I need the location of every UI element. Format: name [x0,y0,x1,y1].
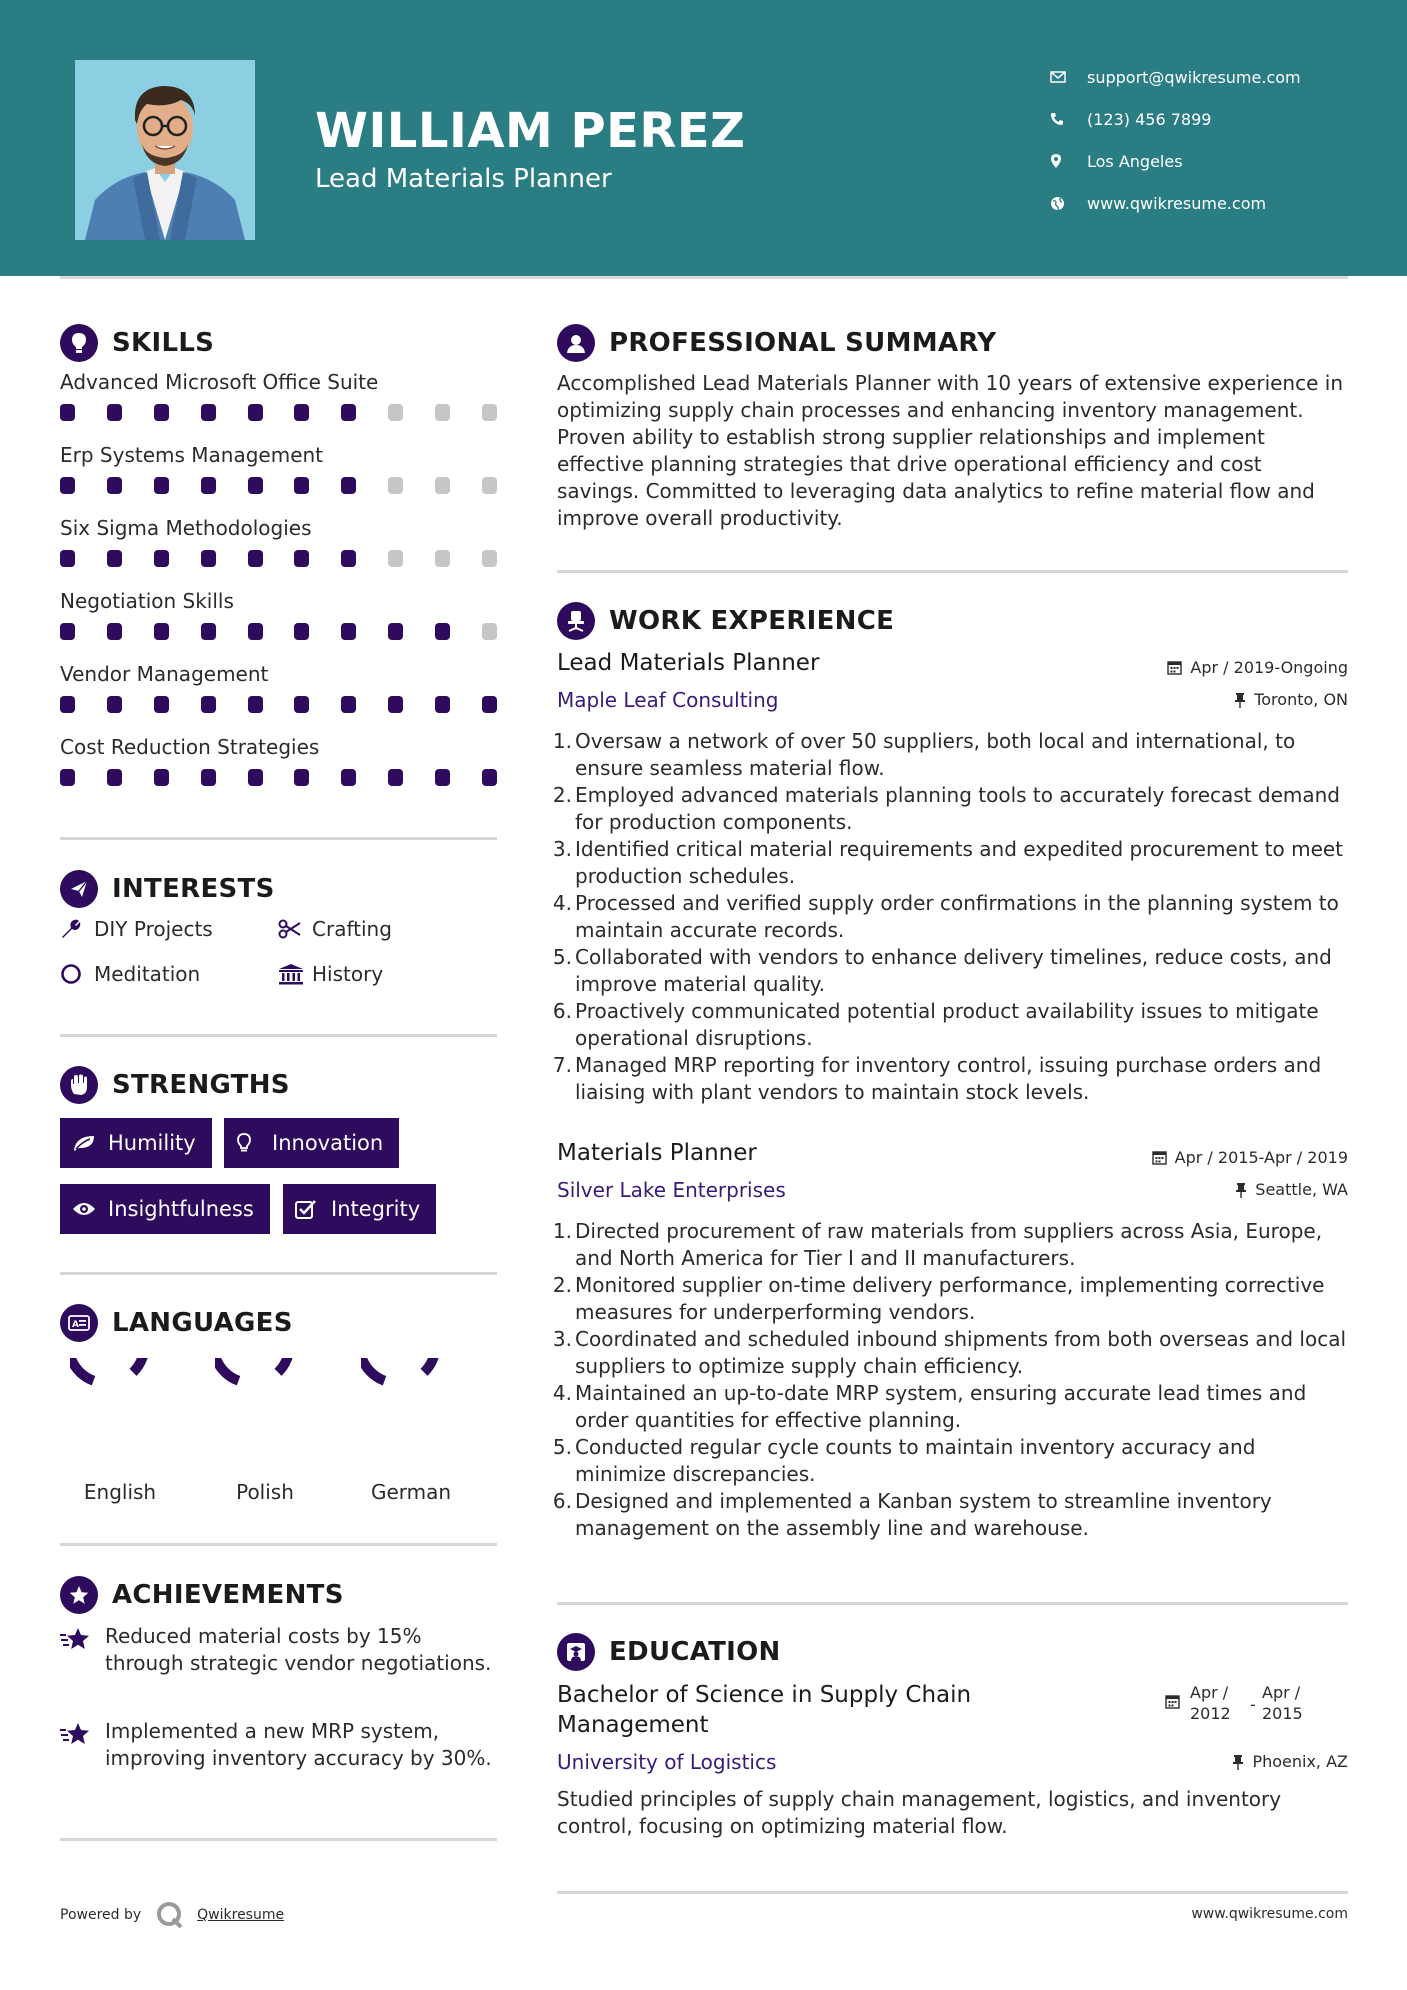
section-divider [60,1272,497,1275]
section-divider [557,570,1348,573]
strength-chip [283,1184,436,1234]
bullet-text: Employed advanced materials planning tools to accurately forecast demand for production components. [575,783,1340,834]
strength-chip [60,1184,270,1234]
education-start [1190,1682,1250,1724]
language-card-icon [60,1304,98,1342]
interest-label: Meditation [94,962,201,986]
skill-rating [60,550,497,567]
education-location-text: Phoenix, AZ [1252,1752,1348,1771]
summary-heading [557,324,996,362]
skill-dot-filled [201,623,216,640]
skill-dot-filled [60,550,75,567]
job-dates-text: Apr / 2019-Ongoing [1190,658,1348,677]
job-bullet [550,998,1350,1052]
pushpin-icon [1235,1182,1247,1198]
bullet-number: 3. [552,837,572,861]
skill-dot-filled [248,550,263,567]
skill-dot-filled [107,550,122,567]
skill-item [60,662,500,713]
scissors-icon [278,919,312,939]
education-date-separator: - [1250,1695,1256,1714]
calendar-icon [1152,1150,1167,1165]
education-description: Studied principles of supply chain management, logistics, and inventory control, focusing on optimizing material flow. [557,1787,1282,1838]
job-bullet [550,836,1350,890]
skill-dot-filled [294,696,309,713]
section-divider [557,1891,1348,1894]
section-divider [60,1838,497,1841]
interest-item [278,917,392,941]
svg-text:A: A [72,1320,79,1330]
job-bullets [550,1218,1350,1542]
job-bullet [550,890,1350,944]
bullet-number: 4. [552,1381,572,1405]
skill-dot-filled [107,477,122,494]
job-bullet [550,944,1350,998]
experience-title: WORK EXPERIENCE [609,606,895,636]
hand-icon [60,1066,98,1104]
calendar-icon [1167,660,1182,675]
section-divider [60,1543,497,1546]
skill-dot-empty [435,477,450,494]
eye-icon [72,1201,108,1217]
strength-label: Innovation [272,1131,384,1155]
strength-label: Insightfulness [108,1197,254,1221]
header-divider [60,276,1348,279]
interest-item [278,962,383,986]
skill-dot-filled [201,769,216,786]
bullet-number: 4. [552,891,572,915]
bullet-text: Collaborated with vendors to enhance delivery timelines, reduce costs, and improve material quality. [575,945,1332,996]
skills-heading [60,324,214,362]
job-bullet [550,1434,1350,1488]
skill-rating [60,769,497,786]
skill-dot-filled [435,696,450,713]
interest-item [60,917,213,941]
user-icon [557,324,595,362]
skill-rating [60,477,497,494]
lightbulb-icon [236,1133,272,1153]
skill-dot-filled [341,769,356,786]
bullet-text: Maintained an up-to-date MRP system, ensuring accurate lead times and order quantities for effective planning. [575,1381,1307,1432]
achievements-title: ACHIEVEMENTS [112,1580,344,1610]
skill-item [60,370,500,421]
candidate-title: Lead Materials Planner [315,164,612,194]
job-bullet [550,1326,1350,1380]
skill-dot-filled [248,696,263,713]
skill-dot-filled [388,623,403,640]
education-end [1262,1682,1322,1724]
bullet-number: 3. [552,1327,572,1351]
skill-dot-filled [294,623,309,640]
pushpin-icon [1234,692,1246,708]
language-proficiency-arc [215,1358,290,1381]
language-ring [215,1358,315,1458]
skill-dot-filled [435,769,450,786]
star-icon [60,1623,105,1677]
skill-item [60,735,500,786]
job-location [1234,690,1348,709]
qwikresume-logo-icon [155,1900,185,1930]
skill-dot-filled [60,477,75,494]
section-divider [557,1602,1348,1605]
language-proficiency-arc [70,1358,145,1381]
skill-dot-filled [107,623,122,640]
office-chair-icon [557,602,595,640]
job-bullet [550,1218,1350,1272]
skill-dot-empty [482,477,497,494]
job-location-text: Toronto, ON [1254,690,1348,709]
contact-list [1050,56,1380,224]
skill-dot-filled [154,769,169,786]
education-location [1232,1752,1348,1771]
lightbulb-icon [60,324,98,362]
footer-url[interactable]: www.qwikresume.com [1191,1906,1348,1922]
achievement-item [60,1718,500,1772]
skill-dot-filled [341,696,356,713]
job-bullet [550,1380,1350,1434]
education-start-year: 2012 [1190,1704,1231,1723]
skill-dot-filled [60,404,75,421]
skill-dot-empty [388,477,403,494]
bullet-number: 5. [552,1435,572,1459]
bullet-text: Managed MRP reporting for inventory control, issuing purchase orders and liaising with plant vendors to maintain stock levels. [575,1053,1322,1104]
language-ring [70,1358,170,1458]
contact-email[interactable] [1050,56,1380,98]
skill-name: Erp Systems Management [60,443,324,467]
education-start-month: Apr / [1190,1683,1229,1702]
achievement-text: Reduced material costs by 15% through strategic vendor negotiations. [105,1624,492,1675]
bullet-text: Coordinated and scheduled inbound shipments from both overseas and local suppliers to optimize supply chain efficiency. [575,1327,1347,1378]
wrench-icon [60,918,94,940]
education-dates [1165,1682,1322,1724]
skill-dot-filled [201,696,216,713]
summary-text: Accomplished Lead Materials Planner with 10 years of extensive experience in optimizing supply chain processes and enhancing inventory management. Proven ability to establish strong supplier relationships and implement effective planning strategies that drive operational efficiency and cost savings. Committed to leveraging data analytics to refine material flow and improve overall productivity. [557,371,1343,530]
skill-dot-filled [341,550,356,567]
map-pin-icon [1050,153,1087,169]
skill-rating [60,696,497,713]
bullet-number: 7. [552,1053,572,1077]
strength-label: Humility [108,1131,196,1155]
achievement-item [60,1623,500,1677]
globe-icon [1050,196,1087,211]
bullet-number: 1. [552,1219,572,1243]
star-badge-icon [60,1576,98,1614]
education-end-year: 2015 [1262,1704,1303,1723]
calendar-icon [1165,1682,1180,1724]
skill-dot-filled [154,550,169,567]
bullet-text: Oversaw a network of over 50 suppliers, both local and international, to ensure seamless material flow. [575,729,1296,780]
skill-dot-filled [482,769,497,786]
strength-label: Integrity [331,1197,421,1221]
leaf-icon [72,1134,108,1152]
pushpin-icon [1232,1754,1244,1770]
interest-item [60,962,200,986]
paper-plane-icon [60,870,98,908]
circle-icon [60,963,94,985]
school-name: University of Logistics [557,1750,777,1774]
phone-icon [1050,112,1087,126]
contact-phone[interactable] [1050,98,1380,140]
skill-name: Vendor Management [60,662,269,686]
bullet-number: 6. [552,1489,572,1513]
skill-dot-filled [294,404,309,421]
resume-header [0,0,1407,276]
skill-dot-filled [107,404,122,421]
job-bullet [550,728,1350,782]
bullet-text: Processed and verified supply order confirmations in the planning system to maintain accurate records. [575,891,1339,942]
skill-dot-filled [201,477,216,494]
skill-dot-filled [341,623,356,640]
bullet-text: Conducted regular cycle counts to maintain inventory accuracy and minimize discrepancies. [575,1435,1256,1486]
language-name: German [370,1480,452,1504]
job-dates-text: Apr / 2015-Apr / 2019 [1174,1148,1348,1167]
languages-heading [60,1304,293,1342]
bullet-text: Proactively communicated potential product availability issues to mitigate operational disruptions. [575,999,1319,1050]
qwikresume-link[interactable]: Qwikresume [197,1907,285,1923]
skill-dot-filled [248,404,263,421]
skill-rating [60,404,497,421]
skill-dot-filled [154,404,169,421]
skill-dot-empty [435,550,450,567]
summary-title: PROFESSIONAL SUMMARY [609,328,997,358]
bullet-number: 2. [552,1273,572,1297]
skill-dot-filled [154,623,169,640]
skill-dot-filled [248,623,263,640]
skill-dot-filled [107,696,122,713]
skill-name: Advanced Microsoft Office Suite [60,370,379,394]
bullet-text: Designed and implemented a Kanban system to streamline inventory management on the assembly line and warehouse. [575,1489,1272,1540]
job-bullet [550,1272,1350,1326]
skill-dot-filled [201,550,216,567]
languages-title: LANGUAGES [112,1308,293,1338]
language-name: English [83,1480,157,1504]
skill-dot-filled [341,404,356,421]
skill-item [60,443,500,494]
bullet-number: 2. [552,783,572,807]
contact-location-text: Los Angeles [1087,151,1183,171]
bullet-text: Identified critical material requirements and expedited procurement to meet production schedules. [575,837,1344,888]
skill-dot-empty [435,404,450,421]
section-divider [60,1034,497,1037]
skill-dot-filled [60,623,75,640]
museum-icon [278,963,312,985]
degree-name: Bachelor of Science in Supply Chain Management [557,1682,972,1738]
profile-photo [75,60,255,240]
bullet-number: 5. [552,945,572,969]
skill-dot-filled [388,696,403,713]
language-item [55,1358,185,1504]
star-icon [60,1718,105,1772]
job-title: Materials Planner [557,1140,757,1166]
bullet-number: 6. [552,999,572,1023]
graduate-icon [557,1633,595,1671]
job-bullet [550,1052,1350,1106]
skill-dot-filled [482,696,497,713]
skill-dot-empty [482,623,497,640]
language-proficiency-arc [361,1358,436,1381]
job-dates [1167,658,1348,677]
company-name: Maple Leaf Consulting [557,688,779,712]
skill-dot-filled [107,769,122,786]
skills-title: SKILLS [112,328,215,358]
skill-dot-filled [294,769,309,786]
skill-dot-filled [294,550,309,567]
skill-dot-filled [60,769,75,786]
contact-email-text: support@qwikresume.com [1087,67,1301,87]
bullet-text: Directed procurement of raw materials from suppliers across Asia, Europe, and North America for Tier I and II manufacturers. [575,1219,1323,1270]
strengths-title: STRENGTHS [112,1070,290,1100]
skill-dot-empty [482,404,497,421]
contact-website[interactable] [1050,182,1380,224]
skill-dot-filled [201,404,216,421]
bullet-text: Monitored supplier on-time delivery performance, implementing corrective measures for underperforming vendors. [575,1273,1325,1324]
language-item [200,1358,330,1504]
strengths-heading [60,1066,290,1104]
company-name: Silver Lake Enterprises [557,1178,786,1202]
interest-label: DIY Projects [94,917,213,941]
skill-dot-filled [248,477,263,494]
strength-chip [224,1118,399,1168]
skill-dot-empty [388,550,403,567]
envelope-icon [1050,70,1087,84]
education-title: EDUCATION [609,1637,781,1667]
language-item [346,1358,476,1504]
skill-name: Cost Reduction Strategies [60,735,320,759]
contact-website-text: www.qwikresume.com [1087,193,1267,213]
experience-heading [557,602,894,640]
skill-dot-filled [248,769,263,786]
skill-name: Six Sigma Methodologies [60,516,312,540]
skill-dot-filled [154,696,169,713]
achievement-text: Implemented a new MRP system, improving inventory accuracy by 30%. [105,1719,492,1770]
contact-phone-text: (123) 456 7899 [1087,109,1212,129]
interests-title: INTERESTS [112,874,275,904]
job-location-text: Seattle, WA [1255,1180,1348,1199]
skill-item [60,516,500,567]
strength-chip [60,1118,212,1168]
education-heading [557,1633,781,1671]
skill-item [60,589,500,640]
language-name: Polish [236,1480,294,1504]
skill-dot-filled [435,623,450,640]
skill-dot-empty [388,404,403,421]
education-end-month: Apr / [1262,1683,1301,1702]
job-bullets [550,728,1350,1106]
skill-dot-filled [154,477,169,494]
interest-label: History [312,962,384,986]
skill-rating [60,623,497,640]
section-divider [60,837,497,840]
job-bullet [550,1488,1350,1542]
job-bullet [550,782,1350,836]
powered-by-text: Powered by [60,1907,142,1923]
bullet-number: 1. [552,729,572,753]
skill-dot-filled [294,477,309,494]
skill-dot-filled [341,477,356,494]
job-dates [1152,1148,1348,1167]
language-ring [361,1358,461,1458]
skill-name: Negotiation Skills [60,589,234,613]
job-location [1235,1180,1348,1199]
skill-dot-filled [60,696,75,713]
interest-label: Crafting [312,917,392,941]
powered-by [60,1900,284,1930]
interests-heading [60,870,275,908]
job-title: Lead Materials Planner [557,650,820,676]
skill-dot-filled [388,769,403,786]
check-square-icon [295,1199,331,1219]
contact-location [1050,140,1380,182]
skill-dot-empty [482,550,497,567]
candidate-name: WILLIAM PEREZ [315,103,746,159]
achievements-heading [60,1576,344,1614]
